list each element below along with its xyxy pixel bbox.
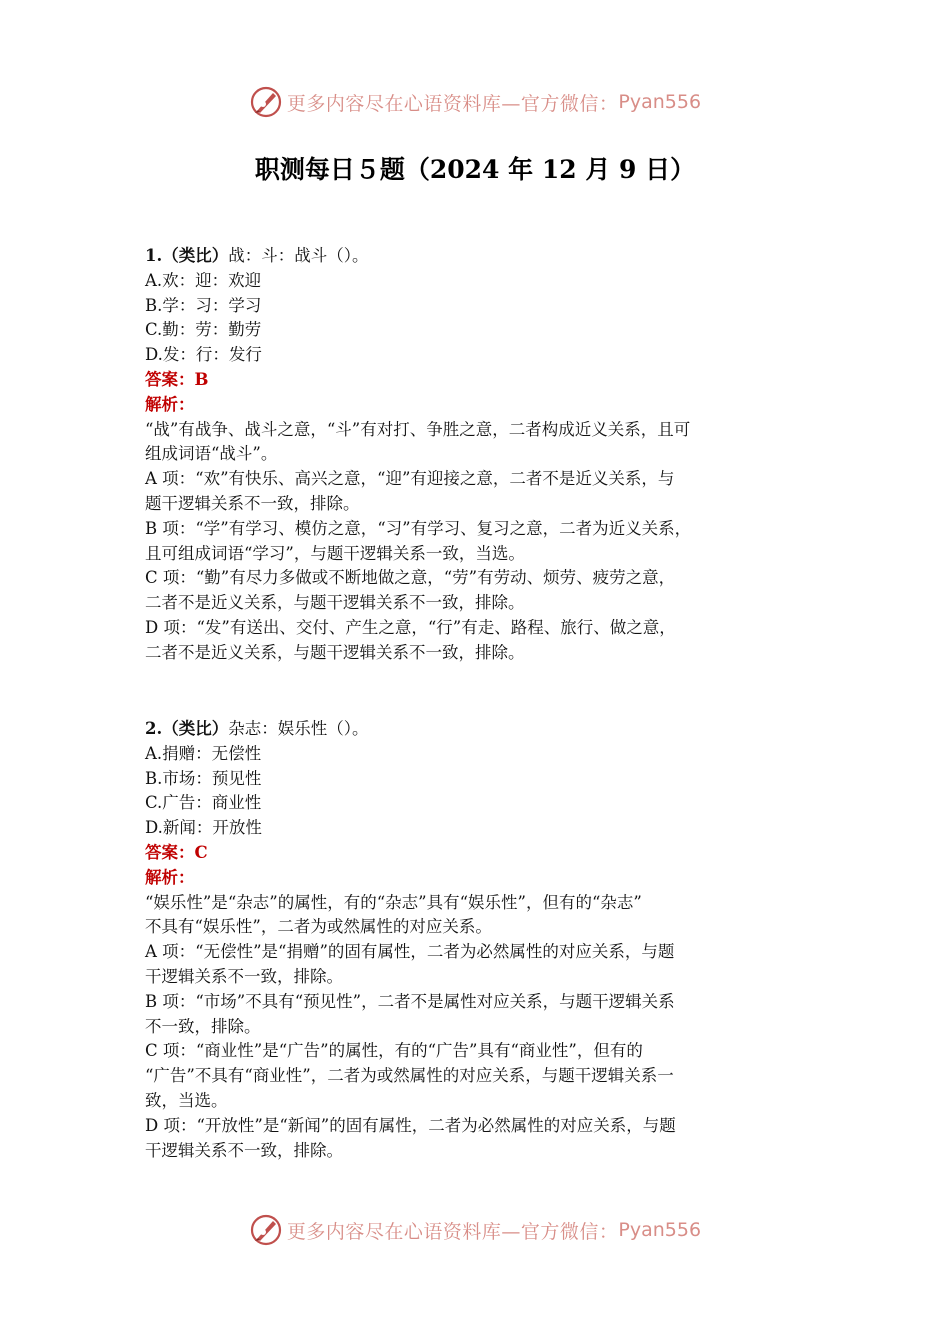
analysis-line: 不一致，排除。 — [145, 1016, 261, 1036]
analysis-line: B 项：“学”有学习、模仿之意，“习”有学习、复习之意，二者为近义关系， — [145, 518, 692, 538]
analysis-line: “战”有战争、战斗之意，“斗”有对打、争胜之意，二者构成近义关系，且可 — [145, 419, 691, 439]
banner-wechat-id: Pyan556 — [618, 1219, 702, 1241]
analysis-line: C 项：“勤”有尽力多做或不断地做之意，“劳”有劳动、烦劳、疲劳之意， — [145, 568, 676, 588]
option-b: B.市场：预见性 — [145, 768, 262, 788]
analysis-line: A 项：“无偿性”是“捐赠”的固有属性，二者为必然属性的对应关系，与题 — [145, 942, 675, 962]
pen-logo-icon — [249, 85, 283, 119]
question-text: 杂志：娱乐性（）。 — [228, 719, 369, 738]
analysis-line: B 项：“市场”不具有“预见性”，二者不是属性对应关系，与题干逻辑关系 — [145, 991, 675, 1011]
analysis-line: 不具有“娱乐性”，二者为或然属性的对应关系。 — [145, 917, 492, 937]
banner-text: 更多内容尽在心语资料库—官方微信： — [286, 92, 619, 115]
answer: 答案：B — [145, 369, 209, 389]
footer-banner — [0, 1210, 950, 1250]
analysis-label: 解析： — [145, 867, 195, 887]
pen-logo-icon — [249, 1213, 283, 1247]
option-a: A.欢：迎：欢迎 — [145, 270, 262, 290]
analysis-line: “娱乐性”是“杂志”的属性，有的“杂志”具有“娱乐性”，但有的“杂志” — [145, 892, 642, 912]
question-number: 1. — [145, 246, 163, 265]
analysis-line: 致，当选。 — [145, 1090, 228, 1110]
question-text: 战：斗：战斗（）。 — [228, 246, 369, 265]
analysis-line: C 项：“商业性”是“广告”的属性，有的“广告”具有“商业性”，但有的 — [145, 1041, 643, 1061]
page-title: 职测每日５题（2024 年 12 月 9 日） — [254, 155, 696, 184]
question-tag: （类比） — [162, 246, 229, 265]
analysis-line: 二者不是近义关系，与题干逻辑关系不一致，排除。 — [145, 642, 525, 662]
banner-wechat-id: Pyan556 — [618, 91, 702, 113]
option-d: D.发：行：发行 — [145, 345, 262, 365]
question-number: 2. — [145, 719, 163, 738]
option-d: D.新闻：开放性 — [145, 818, 262, 838]
analysis-line: 组成词语“战斗”。 — [145, 444, 278, 464]
question-stem — [145, 244, 825, 269]
analysis-line: 题干逻辑关系不一致，排除。 — [145, 493, 360, 513]
analysis-line: 且可组成词语“学习”，与题干逻辑关系一致，当选。 — [145, 543, 525, 563]
header-banner — [0, 82, 950, 122]
question-2 — [145, 717, 825, 1163]
analysis-line: 干逻辑关系不一致，排除。 — [145, 1140, 343, 1160]
analysis-line: A 项：“欢”有快乐、高兴之意，“迎”有迎接之意，二者不是近义关系，与 — [145, 469, 675, 489]
analysis-line: 干逻辑关系不一致，排除。 — [145, 966, 343, 986]
question-1 — [145, 244, 825, 666]
analysis-line: D 项：“开放性”是“新闻”的固有属性，二者为必然属性的对应关系，与题 — [145, 1115, 676, 1135]
analysis-label: 解析： — [145, 394, 195, 414]
option-c: C.勤：劳：勤劳 — [145, 320, 262, 340]
analysis-line: 二者不是近义关系，与题干逻辑关系不一致，排除。 — [145, 593, 525, 613]
banner-text: 更多内容尽在心语资料库—官方微信： — [286, 1220, 619, 1243]
analysis-line: D 项：“发”有送出、交付、产生之意，“行”有走、路程、旅行、做之意， — [145, 617, 676, 637]
analysis-line: “广告”不具有“商业性”，二者为或然属性的对应关系，与题干逻辑关系一 — [145, 1066, 674, 1086]
answer: 答案：C — [145, 842, 208, 862]
option-a: A.捐赠：无偿性 — [145, 743, 262, 763]
option-c: C.广告：商业性 — [145, 793, 262, 813]
question-tag: （类比） — [162, 719, 229, 738]
option-b: B.学：习：学习 — [145, 295, 262, 315]
question-stem — [145, 717, 825, 742]
